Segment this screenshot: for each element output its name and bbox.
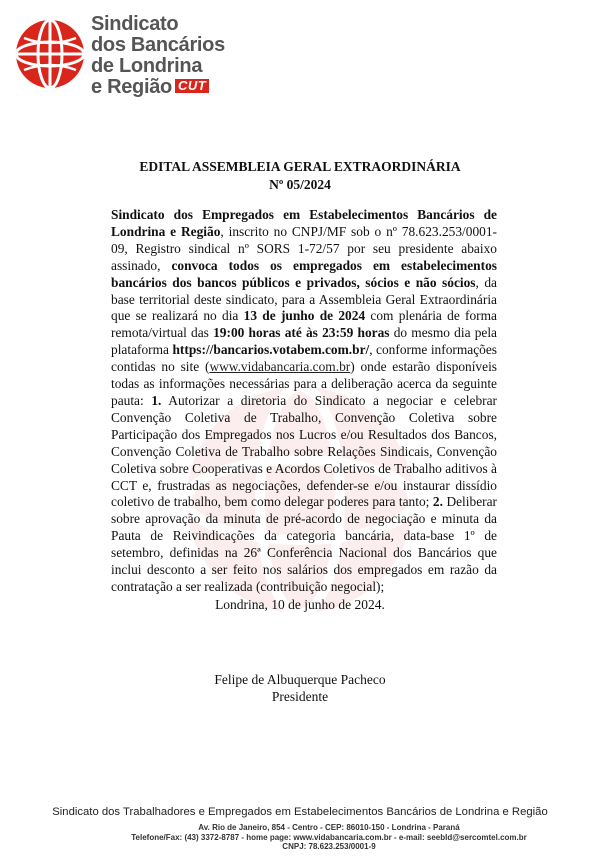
footer-title: Sindicato dos Trabalhadores e Empregados em Estabelecimentos Bancários de Londrina e Região	[52, 806, 548, 818]
signature-block	[0, 672, 600, 705]
footer	[0, 806, 600, 852]
signatory-role: Presidente	[271, 688, 329, 704]
signatory-name: Felipe de Albuquerque Pacheco	[214, 672, 386, 687]
letterhead	[14, 12, 274, 102]
logo-line-4: e Região CUT	[91, 77, 225, 98]
notice-body: Sindicato dos Empregados em Estabelecimentos Bancários de Londrina e Região, inscrito no CNPJ/MF sob o nº 78.623.253/0001-09, Registro sindical nº SORS 1-72/57 por seu presidente abaixo assinado, convoca todos os empregados em estabelecimentos bancários dos bancos públicos e privados, sócios e não sócios, da base territorial deste sindicato, para a Assembleia Geral Extraordinária que se realizará no dia 13 de junho de 2024 com plenária de forma remota/virtual das 19:00 horas até às 23:59 horas do mesmo dia pela plataforma https://bancarios.votabem.com.br/, conforme informações contidas no site (www.vidabancaria.com.br) onde estarão disponíveis todas as informações necessárias para a deliberação acerca da seguinte pauta: 1. Autorizar a diretoria do Sindicato a negociar e celebrar Convenção Coletiva de Trabalho, Convenção Coletiva sobre Participação dos Empregados nos Lucros e/ou Resultados dos Bancos, Convenção Coletiva de Trabalho sobre Relações Sindicais, Convenção Coletiva sobre Cooperativas e Acordos Coletivos de Trabalho aditivos à CCT e, frustradas as negociações, defender-se e/ou instaurar dissídio coletivo de trabalho, bem como delegar poderes para tanto; 2. Deliberar sobre aprovação da minuta de pré-acordo de negociação e minuta da Pauta de Reivindicações da categoria bancária, data-base 1º de setembro, definidas na 26ª Conferência Nacional dos Bancários que inclui desconto a ser feito nos salários dos empregados em razão da contratação a ser realizada (contribuição negocial);	[111, 207, 498, 594]
voting-platform-link[interactable]: https://bancarios.votabem.com.br/	[172, 342, 370, 358]
footer-cnpj: CNPJ: 78.623.253/0001-9	[282, 842, 376, 852]
document-number: Nº 05/2024	[269, 177, 331, 192]
cut-badge: CUT	[175, 79, 209, 93]
footer-address: Av. Rio de Janeiro, 854 - Centro - CEP: 86010-150 - Londrina - Paraná	[198, 823, 460, 832]
footer-details	[0, 823, 600, 852]
union-logo-icon	[14, 18, 86, 90]
place-date: Londrina, 10 de junho de 2024.	[215, 597, 385, 612]
document-title: EDITAL ASSEMBLEIA GERAL EXTRAORDINÁRIA	[139, 159, 461, 174]
logo-line-2: dos Bancários	[91, 34, 225, 56]
website-link[interactable]: www.vidabancaria.com.br	[209, 359, 351, 375]
logo-line-3: de Londrina	[91, 55, 203, 77]
logo-line-1: Sindicato	[91, 13, 179, 35]
footer-contacts: Telefone/Fax: (43) 3372-8787 - home page: www.vidabancaria.com.br - e-mail: seebld@sercomtel.com.br	[131, 832, 527, 842]
union-logo-wordmark	[91, 14, 225, 98]
